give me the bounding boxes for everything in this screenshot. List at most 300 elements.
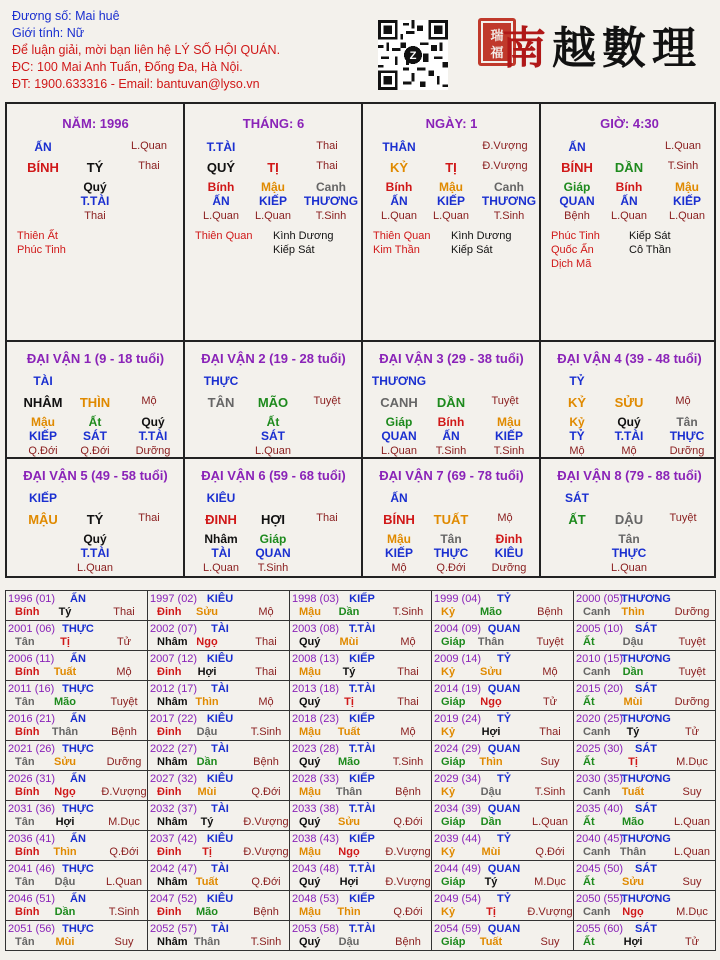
- year-label: 2028 (33): [292, 773, 340, 785]
- year-cell-content: [574, 891, 715, 920]
- year-cell-content: [574, 861, 715, 890]
- hidden-god: ẤN: [442, 429, 460, 443]
- star-note: Phúc Tinh: [17, 244, 66, 256]
- year-chi: Tý: [58, 606, 72, 618]
- year-phase: Suy: [540, 936, 560, 948]
- year-cell[interactable]: [148, 771, 290, 801]
- year-cell[interactable]: [290, 741, 432, 771]
- year-cell[interactable]: [432, 801, 574, 831]
- luck-cycle-6: [185, 459, 362, 576]
- year-can: Canh: [583, 666, 611, 678]
- year-cell-content: [6, 741, 147, 770]
- hidden-phase: T.Sinh: [257, 562, 289, 574]
- pillar-title: GIỜ: 4:30: [600, 116, 659, 131]
- year-star: KIẾP: [349, 653, 375, 665]
- year-phase: T.Sinh: [108, 906, 140, 918]
- year-cell[interactable]: [574, 681, 716, 711]
- year-phase: Tử: [542, 696, 558, 708]
- year-star: QUAN: [487, 803, 521, 815]
- year-star: THỰC: [62, 803, 94, 815]
- year-cell-content: [290, 861, 431, 890]
- year-cell[interactable]: [432, 891, 574, 921]
- year-cell[interactable]: [290, 651, 432, 681]
- year-chi: Hợi: [197, 666, 217, 678]
- year-label: 2010 (15): [576, 653, 624, 665]
- year-phase: Tuyệt: [678, 636, 706, 648]
- year-star: T.TÀI: [348, 743, 376, 755]
- pillar-star: T.TÀI: [206, 140, 236, 154]
- year-label: 2024 (29): [434, 743, 482, 755]
- year-cell[interactable]: [148, 831, 290, 861]
- year-cell[interactable]: [6, 921, 148, 951]
- year-phase: Tử: [684, 936, 700, 948]
- year-star: TÀI: [211, 623, 229, 635]
- year-chi: Tuất: [337, 726, 361, 738]
- annual-luck-table: [5, 590, 716, 951]
- hidden-god: T.TÀI: [80, 194, 110, 208]
- pillar-phase: Thai: [316, 140, 338, 152]
- year-cell[interactable]: [6, 681, 148, 711]
- luck-can: CANH: [380, 395, 418, 410]
- star-note: Thiên Quan: [373, 230, 431, 242]
- luck-star: TÀI: [33, 374, 53, 388]
- year-phase: Đ.Vượng: [385, 876, 431, 888]
- year-chi: Thìn: [195, 696, 219, 708]
- year-can: Tân: [15, 816, 35, 828]
- year-can: Bính: [15, 906, 40, 918]
- year-star: QUAN: [487, 623, 521, 635]
- year-star: THƯƠNG: [621, 773, 671, 785]
- year-cell[interactable]: [290, 621, 432, 651]
- qr-code-icon[interactable]: [378, 20, 448, 90]
- year-label: 2044 (49): [434, 863, 482, 875]
- year-phase: Mộ: [542, 666, 558, 678]
- year-phase: Thai: [397, 666, 419, 678]
- year-cell[interactable]: [148, 621, 290, 651]
- luck-can: ĐINH: [205, 512, 237, 527]
- year-chi: Thân: [51, 726, 79, 738]
- year-phase: Bệnh: [395, 786, 421, 798]
- year-can: Kỷ: [441, 726, 456, 738]
- year-cell[interactable]: [290, 921, 432, 951]
- year-can: Mậu: [299, 666, 321, 678]
- hidden-phase: T.Sinh: [315, 210, 347, 222]
- year-label: 2014 (19): [434, 683, 482, 695]
- year-star: KIÊU: [206, 773, 234, 785]
- year-label: 2009 (14): [434, 653, 482, 665]
- year-cell[interactable]: [290, 681, 432, 711]
- hidden-god: THỰC: [433, 546, 469, 560]
- year-cell[interactable]: [574, 891, 716, 921]
- luck-chi: MÃO: [257, 395, 289, 410]
- year-cell[interactable]: [6, 891, 148, 921]
- year-cell[interactable]: [574, 921, 716, 951]
- year-cell[interactable]: [290, 861, 432, 891]
- table-row: [6, 921, 716, 951]
- year-label: 2052 (57): [150, 923, 198, 935]
- year-chi: Tị: [628, 756, 638, 768]
- year-star: SÁT: [635, 863, 657, 875]
- year-cell[interactable]: [290, 771, 432, 801]
- year-cell-content: [6, 591, 147, 620]
- luck-chi: TUẤT: [433, 512, 469, 527]
- table-row: [6, 591, 716, 621]
- year-can: Tân: [15, 696, 35, 708]
- year-can: Bính: [15, 786, 40, 798]
- year-cell[interactable]: [290, 891, 432, 921]
- year-cell[interactable]: [6, 711, 148, 741]
- year-cell[interactable]: [148, 591, 290, 621]
- year-cell-content: [148, 621, 289, 650]
- year-phase: Tuyệt: [110, 696, 138, 708]
- year-cell-content: [574, 621, 715, 650]
- luck-chi: SỬU: [614, 395, 644, 410]
- year-can: Nhâm: [157, 876, 188, 888]
- year-can: Nhâm: [157, 936, 188, 948]
- year-label: 2016 (21): [8, 713, 56, 725]
- logo-char-3: 數: [602, 23, 652, 74]
- year-phase: T.Sinh: [250, 936, 282, 948]
- hidden-phase: Dưỡng: [491, 562, 527, 574]
- luck-chi: DẦN: [436, 395, 466, 410]
- star-note: Kiếp Sát: [629, 230, 671, 242]
- hidden-phase: Mộ: [391, 562, 407, 574]
- year-chi: Mùi: [481, 846, 501, 858]
- year-cell-content: [290, 801, 431, 830]
- year-cell[interactable]: [6, 741, 148, 771]
- year-cell-content: [148, 651, 289, 680]
- logo-char-2: 越: [552, 23, 602, 74]
- hidden-god: QUAN: [255, 546, 291, 560]
- year-cell[interactable]: [148, 741, 290, 771]
- year-cell[interactable]: [148, 891, 290, 921]
- year-chi: Dậu: [622, 636, 644, 648]
- table-row: [6, 621, 716, 651]
- hidden-phase: T.Sinh: [493, 210, 525, 222]
- star-note: Quốc Ấn: [551, 244, 594, 256]
- table-row: [6, 861, 716, 891]
- year-cell-content: [290, 771, 431, 800]
- logo: [478, 12, 713, 74]
- hidden-god: T.TÀI: [614, 429, 644, 443]
- year-phase: T.Sinh: [250, 726, 282, 738]
- luck-title: ĐẠI VẬN 8 (79 - 88 tuổi): [557, 468, 702, 483]
- hidden-god: T.TÀI: [138, 429, 168, 443]
- year-cell[interactable]: [574, 771, 716, 801]
- year-cell[interactable]: [574, 861, 716, 891]
- pillar-chi-phase: Thai: [138, 160, 160, 172]
- year-label: 2003 (08): [292, 623, 340, 635]
- year-phase: Q.Đới: [251, 876, 281, 888]
- year-can: Quý: [299, 696, 321, 708]
- year-cell[interactable]: [6, 771, 148, 801]
- year-star: ẤN: [70, 833, 86, 845]
- year-star: SÁT: [635, 623, 657, 635]
- year-cell[interactable]: [290, 801, 432, 831]
- hidden-stem: Giáp: [563, 180, 591, 194]
- star-note: Thiên Quan: [195, 230, 253, 242]
- year-cell[interactable]: [432, 921, 574, 951]
- year-chi: Tị: [202, 846, 212, 858]
- year-cell[interactable]: [432, 771, 574, 801]
- year-phase: Bệnh: [395, 936, 421, 948]
- year-star: KIÊU: [206, 893, 234, 905]
- hidden-stem: Mậu: [387, 532, 411, 546]
- luck-title: ĐẠI VẬN 2 (19 - 28 tuổi): [201, 351, 346, 366]
- year-cell-content: [148, 681, 289, 710]
- year-cell[interactable]: [148, 651, 290, 681]
- hidden-stem: Bính: [437, 415, 465, 429]
- hidden-phase: Dưỡng: [135, 445, 171, 457]
- year-phase: Q.Đới: [251, 786, 281, 798]
- luck-cycle-3: [363, 342, 540, 459]
- star-note: Phúc Tinh: [551, 230, 600, 242]
- year-star: TÀI: [211, 923, 229, 935]
- pillar-chi-phase: Thai: [316, 160, 338, 172]
- year-cell-content: [432, 591, 573, 620]
- year-cell[interactable]: [6, 801, 148, 831]
- year-cell[interactable]: [432, 831, 574, 861]
- luck-cycle-8: [541, 459, 718, 576]
- year-cell[interactable]: [574, 651, 716, 681]
- year-can: Giáp: [441, 696, 466, 708]
- year-label: 2025 (30): [576, 743, 624, 755]
- year-chi: Sửu: [337, 816, 361, 828]
- pillar-phase: L.Quan: [130, 140, 168, 152]
- year-cell[interactable]: [148, 681, 290, 711]
- year-cell[interactable]: [148, 921, 290, 951]
- year-cell[interactable]: [574, 591, 716, 621]
- hidden-stem: Tân: [440, 532, 462, 546]
- year-chi: Hợi: [339, 876, 359, 888]
- year-cell[interactable]: [6, 591, 148, 621]
- year-cell[interactable]: [290, 591, 432, 621]
- year-cell[interactable]: [574, 801, 716, 831]
- year-phase: Tuyệt: [536, 636, 564, 648]
- year-chi: Tý: [484, 876, 498, 888]
- year-chi: Thân: [477, 636, 505, 648]
- year-cell[interactable]: [6, 621, 148, 651]
- year-cell[interactable]: [432, 711, 574, 741]
- year-cell[interactable]: [6, 831, 148, 861]
- year-chi: Dần: [196, 756, 218, 768]
- year-star: THỰC: [62, 863, 94, 875]
- year-label: 2007 (12): [150, 653, 198, 665]
- year-label: 2027 (32): [150, 773, 198, 785]
- year-cell[interactable]: [148, 801, 290, 831]
- year-chi: Tuất: [479, 936, 503, 948]
- year-cell[interactable]: [432, 861, 574, 891]
- year-cell-content: [290, 891, 431, 920]
- year-cell[interactable]: [574, 711, 716, 741]
- luck-can: NHÂM: [23, 395, 63, 410]
- year-cell-content: [6, 681, 147, 710]
- table-row: [6, 831, 716, 861]
- luck-phase: Thai: [316, 512, 338, 524]
- year-cell-content: [574, 591, 715, 620]
- year-can: Ất: [583, 756, 595, 768]
- year-cell[interactable]: [6, 861, 148, 891]
- year-phase: Bệnh: [253, 906, 279, 918]
- year-star: THỰC: [62, 623, 94, 635]
- hidden-god: THỰC: [669, 429, 705, 443]
- table-row: [6, 651, 716, 681]
- year-cell[interactable]: [432, 651, 574, 681]
- year-chi: Sửu: [53, 756, 77, 768]
- year-star: THỰC: [62, 923, 94, 935]
- star-note: Kiếp Sát: [451, 244, 493, 256]
- pillar-can: QUÝ: [206, 160, 236, 175]
- year-star: TỶ: [496, 593, 512, 605]
- year-can: Kỷ: [441, 786, 456, 798]
- year-can: Đinh: [157, 606, 182, 618]
- year-cell-content: [148, 861, 289, 890]
- year-cell[interactable]: [432, 681, 574, 711]
- hidden-god: KIẾP: [672, 194, 702, 208]
- year-cell-content: [574, 831, 715, 860]
- year-can: Tân: [15, 936, 35, 948]
- year-chi: Tuất: [53, 666, 77, 678]
- hidden-stem: Mậu: [497, 415, 521, 429]
- year-can: Giáp: [441, 936, 466, 948]
- year-label: 1996 (01): [8, 593, 56, 605]
- luck-cycle-1: [7, 342, 184, 459]
- year-star: TỶ: [496, 713, 512, 725]
- luck-can: MẬU: [28, 512, 58, 527]
- year-cell-content: [6, 801, 147, 830]
- year-chi: Sửu: [195, 606, 219, 618]
- year-cell-content: [432, 831, 573, 860]
- year-label: 1998 (03): [292, 593, 340, 605]
- luck-star: ẤN: [390, 491, 408, 505]
- hidden-phase: L.Quan: [610, 562, 648, 574]
- year-label: 2000 (05): [576, 593, 624, 605]
- year-label: 2034 (39): [434, 803, 482, 815]
- luck-cycle-7: [363, 459, 540, 576]
- year-can: Quý: [299, 756, 321, 768]
- year-label: 2035 (40): [576, 803, 624, 815]
- year-cell[interactable]: [432, 741, 574, 771]
- year-cell[interactable]: [148, 861, 290, 891]
- year-phase: M.Dục: [676, 756, 708, 768]
- hidden-stem: Giáp: [259, 532, 287, 546]
- hidden-phase: Mộ: [621, 445, 637, 457]
- luck-phase: Tuyệt: [669, 512, 697, 524]
- year-cell-content: [290, 681, 431, 710]
- year-chi: Thìn: [479, 756, 503, 768]
- year-can: Giáp: [441, 756, 466, 768]
- year-cell[interactable]: [574, 621, 716, 651]
- hidden-god: ẤN: [212, 194, 230, 208]
- year-phase: Bệnh: [537, 606, 563, 618]
- year-star: KIẾP: [349, 713, 375, 725]
- luck-title: ĐẠI VẬN 7 (69 - 78 tuổi): [379, 468, 524, 483]
- hidden-stem: Quý: [141, 415, 165, 429]
- year-cell-content: [574, 921, 715, 950]
- year-cell[interactable]: [432, 621, 574, 651]
- year-star: TÀI: [211, 683, 229, 695]
- year-star: KIÊU: [206, 833, 234, 845]
- year-cell-content: [574, 801, 715, 830]
- table-row: [6, 681, 716, 711]
- year-chi: Dần: [622, 666, 644, 678]
- luck-phase: Mộ: [141, 395, 157, 407]
- year-cell[interactable]: [290, 831, 432, 861]
- hidden-phase: L.Quan: [202, 210, 240, 222]
- year-can: Kỷ: [441, 666, 456, 678]
- star-note: Cô Thần: [629, 244, 671, 256]
- hidden-god: SÁT: [83, 429, 107, 443]
- year-cell-content: [290, 711, 431, 740]
- hidden-stem: Đinh: [495, 532, 523, 546]
- star-note: Thiên Ất: [17, 230, 58, 242]
- year-star: KIẾP: [349, 893, 375, 905]
- year-chi: Dậu: [480, 786, 502, 798]
- year-label: 2013 (18): [292, 683, 340, 695]
- hidden-stem: Quý: [617, 415, 641, 429]
- star-note: Kình Dương: [451, 230, 512, 242]
- year-can: Kỷ: [441, 906, 456, 918]
- year-label: 2026 (31): [8, 773, 56, 785]
- hidden-phase: Q.Đới: [28, 445, 58, 457]
- year-cell-content: [432, 681, 573, 710]
- year-cell-content: [148, 801, 289, 830]
- year-phase: Đ.Vượng: [527, 906, 573, 918]
- year-chi: Tý: [342, 666, 356, 678]
- year-chi: Hợi: [55, 816, 75, 828]
- hidden-phase: L.Quan: [610, 210, 648, 222]
- year-phase: Tuyệt: [678, 666, 706, 678]
- hidden-god: TÀI: [211, 546, 231, 560]
- luck-title: ĐẠI VẬN 5 (49 - 58 tuổi): [23, 468, 168, 483]
- year-cell[interactable]: [290, 711, 432, 741]
- year-cell[interactable]: [574, 831, 716, 861]
- year-label: 2039 (44): [434, 833, 482, 845]
- hidden-phase: Thai: [84, 210, 106, 222]
- year-cell-content: [574, 651, 715, 680]
- year-phase: Mộ: [258, 606, 274, 618]
- year-can: Quý: [299, 936, 321, 948]
- pillar-4: [541, 104, 718, 340]
- year-cell[interactable]: [6, 651, 148, 681]
- header: [12, 8, 392, 93]
- year-can: Tân: [15, 636, 35, 648]
- year-label: 2046 (51): [8, 893, 56, 905]
- pillar-can: BÍNH: [561, 160, 593, 175]
- year-phase: Mộ: [258, 696, 274, 708]
- hidden-god: THƯƠNG: [481, 194, 537, 208]
- year-cell[interactable]: [432, 591, 574, 621]
- hidden-phase: Q.Đới: [436, 562, 466, 574]
- year-star: T.TÀI: [348, 683, 376, 695]
- year-cell[interactable]: [148, 711, 290, 741]
- year-star: QUAN: [487, 743, 521, 755]
- year-chi: Mùi: [197, 786, 217, 798]
- year-can: Giáp: [441, 816, 466, 828]
- pillar-phase: Đ.Vượng: [482, 140, 528, 152]
- year-cell[interactable]: [574, 741, 716, 771]
- year-phase: Thai: [397, 696, 419, 708]
- year-label: 2037 (42): [150, 833, 198, 845]
- hidden-stem: Kỷ: [569, 415, 585, 429]
- year-can: Đinh: [157, 786, 182, 798]
- hidden-god: KIÊU: [494, 546, 524, 560]
- year-label: 2050 (55): [576, 893, 624, 905]
- luck-chi: TÝ: [86, 512, 104, 527]
- year-cell-content: [148, 591, 289, 620]
- year-phase: Suy: [682, 876, 702, 888]
- year-can: Đinh: [157, 906, 182, 918]
